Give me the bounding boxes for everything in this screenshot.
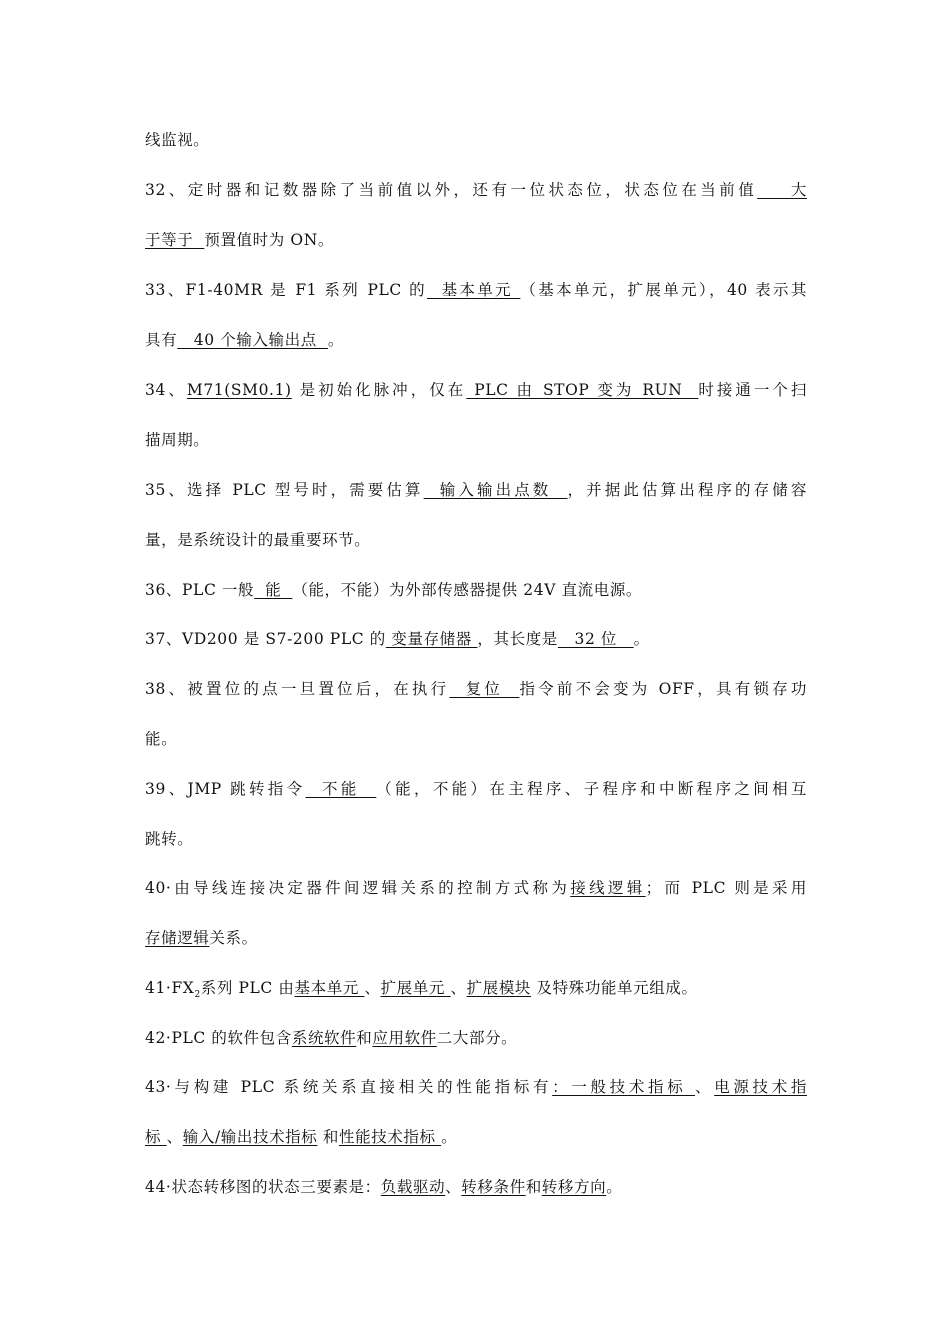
answer-blank: 32 位 xyxy=(557,630,634,648)
text-line xyxy=(145,1174,807,1200)
text-run: 、 xyxy=(364,979,381,997)
text-line xyxy=(145,975,807,1001)
text-run: ，并据此估算出程序的存储容 xyxy=(567,481,807,499)
text-run: （能，不能）在主程序、子程序和中断程序之间相互 xyxy=(376,780,808,798)
text-run: （基本单元，扩展单元），40 表示其 xyxy=(520,281,808,299)
text-line xyxy=(145,527,807,553)
answer-blank: 基本单元 xyxy=(294,979,365,997)
text-run: 是初始化脉冲，仅在 xyxy=(291,381,467,399)
text-line xyxy=(145,377,807,403)
text-run: 41·FX xyxy=(145,979,195,997)
answer-blank: 变量存储器 xyxy=(385,630,478,648)
text-line xyxy=(145,676,807,702)
answer-blank: 输入/输出技术指标 xyxy=(182,1128,318,1146)
text-run: 指令前不会变为 OFF，具有锁存功 xyxy=(519,680,807,698)
text-line xyxy=(145,1074,807,1100)
text-run: 、 xyxy=(695,1078,715,1096)
answer-blank: 接线逻辑 xyxy=(570,879,646,897)
text-line xyxy=(145,626,807,652)
text-run: 、 xyxy=(445,1178,462,1196)
text-run: 描周期。 xyxy=(145,431,210,449)
text-run: 及特殊功能单元组成。 xyxy=(531,979,698,997)
text-run: 量，是系统设计的最重要环节。 xyxy=(145,531,371,549)
answer-blank: 转移方向 xyxy=(541,1178,607,1196)
answer-blank: 性能技术指标 xyxy=(339,1128,442,1146)
answer-blank: 扩展单元 xyxy=(380,979,451,997)
answer-blank: 转移条件 xyxy=(461,1178,526,1196)
text-line xyxy=(145,826,807,852)
text-line xyxy=(145,925,807,951)
text-line xyxy=(145,726,807,752)
text-run: 34、 xyxy=(145,381,187,399)
text-run: 和 xyxy=(317,1128,340,1146)
text-run: 和 xyxy=(356,1029,373,1047)
text-run: 44·状态转移图的状态三要素是： xyxy=(145,1178,381,1196)
text-run: 具有 xyxy=(145,331,178,349)
answer-blank: 应用软件 xyxy=(372,1029,437,1047)
text-run: 35、选择 PLC 型号时，需要估算 xyxy=(145,481,424,499)
text-line xyxy=(145,227,807,253)
text-line xyxy=(145,127,807,153)
text-line xyxy=(145,1124,807,1150)
text-line xyxy=(145,177,807,203)
text-run: 。 xyxy=(441,1128,458,1146)
text-run: 37、VD200 是 S7-200 PLC 的 xyxy=(145,630,386,648)
text-run: 43·与构建 PLC 系统关系直接相关的性能指标有 xyxy=(145,1078,553,1096)
answer-blank: 基本单元 xyxy=(427,281,521,299)
text-line xyxy=(145,327,807,353)
text-run: 。 xyxy=(327,331,344,349)
text-line xyxy=(145,477,807,503)
answer-blank: 电源技术指 xyxy=(714,1078,807,1096)
text-run: 系列 PLC 由 xyxy=(200,979,295,997)
answer-blank: 扩展模块 xyxy=(466,979,532,997)
answer-blank: 不能 xyxy=(305,780,377,798)
text-line xyxy=(145,875,807,901)
answer-blank: 负载驱动 xyxy=(380,1178,446,1196)
answer-blank: 输入输出点数 xyxy=(423,481,568,499)
text-run: 33、F1-40MR 是 F1 系列 PLC 的 xyxy=(145,281,427,299)
text-run: 、 xyxy=(450,979,467,997)
answer-blank: M71(SM0.1) xyxy=(186,381,292,399)
text-line xyxy=(145,277,807,303)
text-run: 36、PLC 一般 xyxy=(145,581,255,599)
text-run: 40·由导线连接决定器件间逻辑关系的控制方式称为 xyxy=(145,879,571,897)
text-run: 能。 xyxy=(145,730,178,748)
text-run: 线监视。 xyxy=(145,131,210,149)
text-run: 、 xyxy=(166,1128,183,1146)
subscript: 2 xyxy=(194,990,201,1000)
text-run: 。 xyxy=(606,1178,623,1196)
text-run: （能，不能）为外部传感器提供 24V 直流电源。 xyxy=(292,581,643,599)
answer-blank: 标 xyxy=(145,1128,167,1146)
text-run: 38、被置位的点一旦置位后，在执行 xyxy=(145,680,450,698)
answer-blank: 大 xyxy=(757,181,807,199)
text-line xyxy=(145,427,807,453)
text-run: 预置值时为 ON。 xyxy=(204,231,334,249)
text-line xyxy=(145,1025,807,1051)
text-run: 关系。 xyxy=(209,929,258,947)
text-line xyxy=(145,577,807,603)
answer-blank: 40 个输入输出点 xyxy=(177,331,328,349)
answer-blank: ：一般技术指标 xyxy=(552,1078,695,1096)
answer-blank: 于等于 xyxy=(145,231,205,249)
text-run: 。 xyxy=(633,630,650,648)
text-run: 39、JMP 跳转指令 xyxy=(145,780,306,798)
answer-blank: PLC 由 STOP 变为 RUN xyxy=(466,381,699,399)
text-run: 32、定时器和记数器除了当前值以外，还有一位状态位，状态位在当前值 xyxy=(145,181,758,199)
text-line xyxy=(145,776,807,802)
text-run: ，其长度是 xyxy=(477,630,558,648)
answer-blank: 存储逻辑 xyxy=(145,929,210,947)
answer-blank: 系统软件 xyxy=(291,1029,357,1047)
text-run: 时接通一个扫 xyxy=(698,381,808,399)
text-run: 42·PLC 的软件包含 xyxy=(145,1029,292,1047)
answer-blank: 能 xyxy=(254,581,293,599)
text-run: 跳转。 xyxy=(145,830,194,848)
text-run: ；而 PLC 则是采用 xyxy=(645,879,807,897)
answer-blank: 复位 xyxy=(449,680,520,698)
text-run: 二大部分。 xyxy=(436,1029,518,1047)
text-run: 和 xyxy=(525,1178,542,1196)
